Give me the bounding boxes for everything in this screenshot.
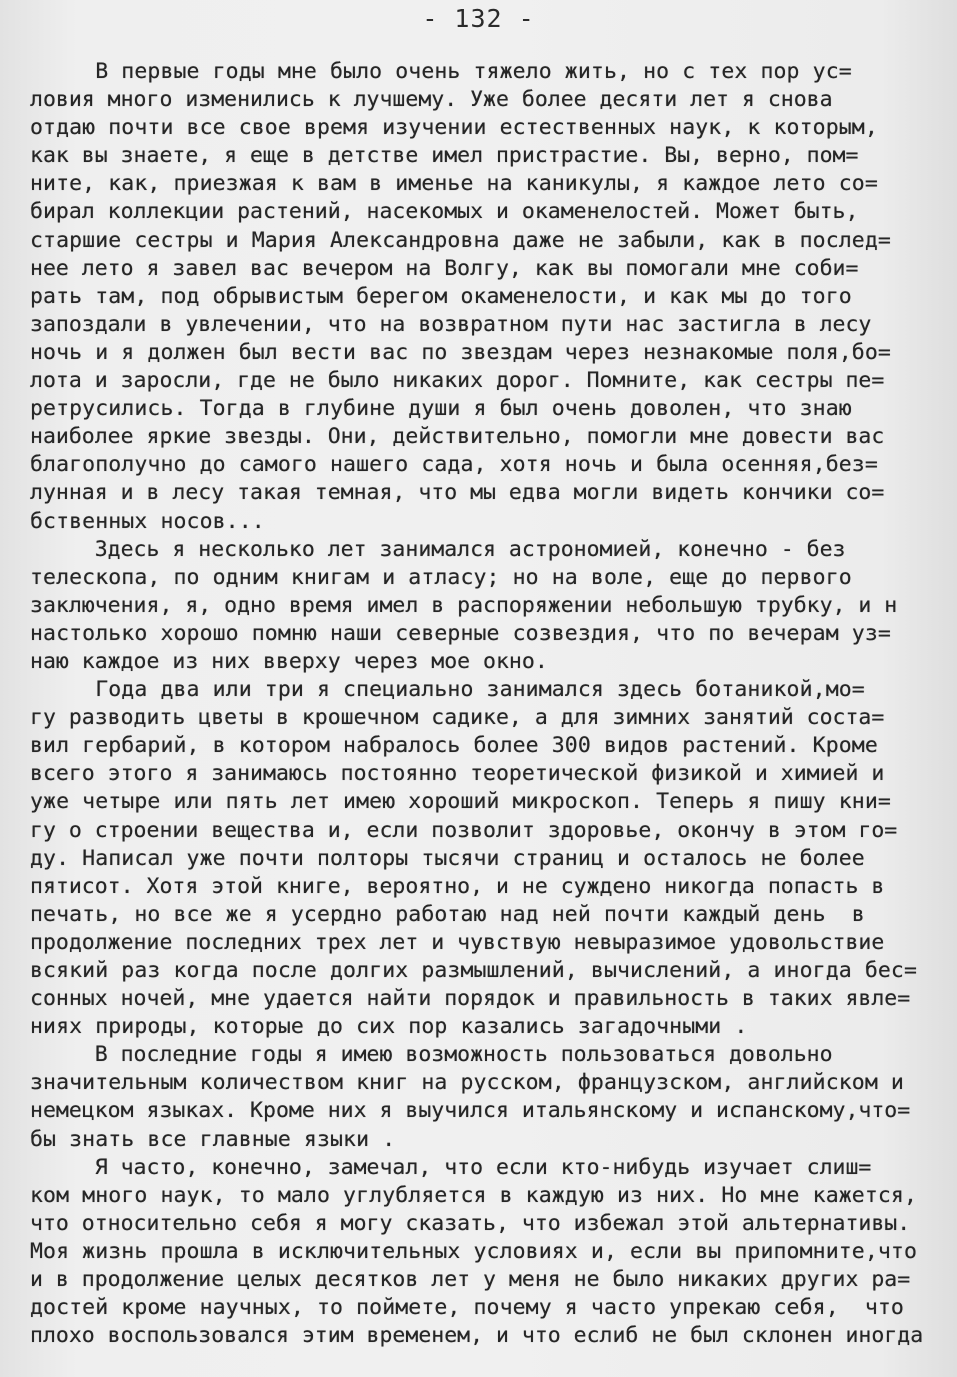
text-line: запоздали в увлечении, что на возвратном пути нас застигла в лесу [30,311,872,337]
text-line: В последние годы я имею возможность пользоваться довольно [30,1042,833,1068]
text-line: Я часто, конечно, замечал, что если кто-нибудь изучает слиш= [30,1154,872,1180]
text-line: гу о строении вещества и, если позволит здоровье, окончу в этом го= [30,817,898,843]
text-line: достей кроме научных, то поймете, почему я часто упрекаю себя, что [30,1295,904,1321]
text-line: отдаю почти все свое время изучении естественных наук, к которым, [30,115,878,141]
text-line: наю каждое из них вверху через мое окно. [30,648,548,674]
text-line: всякий раз когда после долгих размышлений, вычислений, а иногда бес= [30,958,917,983]
text-line: что относительно себя я могу сказать, что избежал этой альтернативы. [30,1210,911,1236]
text-line: ловия много изменились к лучшему. Уже более десяти лет я снова [30,87,833,113]
text-line: благополучно до самого нашего сада, хотя ночь и была осенняя,без= [30,452,878,478]
text-line: гу разводить цветы в крошечном садике, а для зимних занятий соста= [30,705,885,731]
text-line: сонных ночей, мне удается найти порядок и правильность в таких явле= [30,986,911,1012]
text-line: нее лето я завел вас вечером на Волгу, как вы помогали мне соби= [30,255,859,281]
text-line: и в продолжение целых десятков лет у меня не было никаких других ра= [30,1267,911,1293]
text-line: Здесь я несколько лет занимался астрономией, конечно - без [30,536,846,562]
text-line: лота и заросли, где не было никаких дорог. Помните, как сестры пе= [30,368,885,394]
text-line: ниях природы, которые до сих пор казались загадочными . [30,1014,748,1040]
text-line: продолжение последних трех лет и чувствую невыразимое удовольствие [30,929,885,955]
text-line: ком много наук, то мало углубляется в каждую из них. Но мне кажется, [30,1182,917,1208]
text-line: телескопа, по одним книгам и атласу; но на воле, еще до первого [30,564,852,590]
text-line: уже четыре или пять лет имею хороший микроскоп. Теперь я пишу кни= [30,789,891,815]
text-line: бирал коллекции растений, насекомых и окаменелостей. Может быть, [30,199,859,225]
text-line: бственных носов... [30,508,265,534]
text-line: Года два или три я специально занимался здесь ботаникой,мо= [30,677,865,703]
text-line: значительным количеством книг на русском, французском, английском и [30,1070,904,1096]
text-line: всего этого я занимаюсь постоянно теоретической физикой и химией и [30,761,885,787]
text-line: немецком языках. Кроме них я выучился итальянскому и испанскому,что= [30,1098,911,1124]
text-line: вил гербарий, в котором набралось более 300 видов растений. Кроме [30,733,878,759]
text-line: рать там, под обрывистым берегом окаменелости, и как мы до того [30,283,852,309]
text-line: ните, как, приезжая к вам в именье на каникулы, я каждое лето со= [30,171,878,197]
text-line: ретрусились. Тогда в глубине души я был очень доволен, что знаю [30,396,852,422]
text-line: В первые годы мне было очень тяжело жить, но с тех пор ус= [30,59,852,84]
text-line: настолько хорошо помню наши северные созвездия, что по вечерам уз= [30,620,891,646]
text-line: Моя жизнь прошла в исключительных условиях и, если вы припомните,что [30,1238,917,1264]
page-number: - 132 - [422,4,535,33]
text-line: старшие сестры и Мария Александровна даже не забыли, как в послед= [30,227,891,253]
text-line: ночь и я должен был вести вас по звездам через незнакомые поля,бо= [30,339,891,365]
text-line: ду. Написал уже почти полторы тысячи страниц и осталось не более [30,845,865,871]
text-line: плохо воспользовался этим временем, и что еслиб не был склонен иногда [30,1323,924,1349]
text-line: бы знать все главные языки . [30,1126,396,1152]
text-line: пятисот. Хотя этой книге, вероятно, и не суждено никогда попасть в [30,873,885,899]
text-line: печать, но все же я усердно работаю над ней почти каждый день в [30,901,865,927]
text-line: как вы знаете, я еще в детстве имел пристрастие. Вы, верно, пом= [30,143,859,169]
page-body [30,58,930,1350]
text-line: наиболее яркие звезды. Они, действительно, помогли мне довести вас [30,424,885,450]
text-line: лунная и в лесу такая темная, что мы едва могли видеть кончики со= [30,480,885,506]
text-line: заключения, я, одно время имел в распоряжении небольшую трубку, и н [30,592,898,618]
